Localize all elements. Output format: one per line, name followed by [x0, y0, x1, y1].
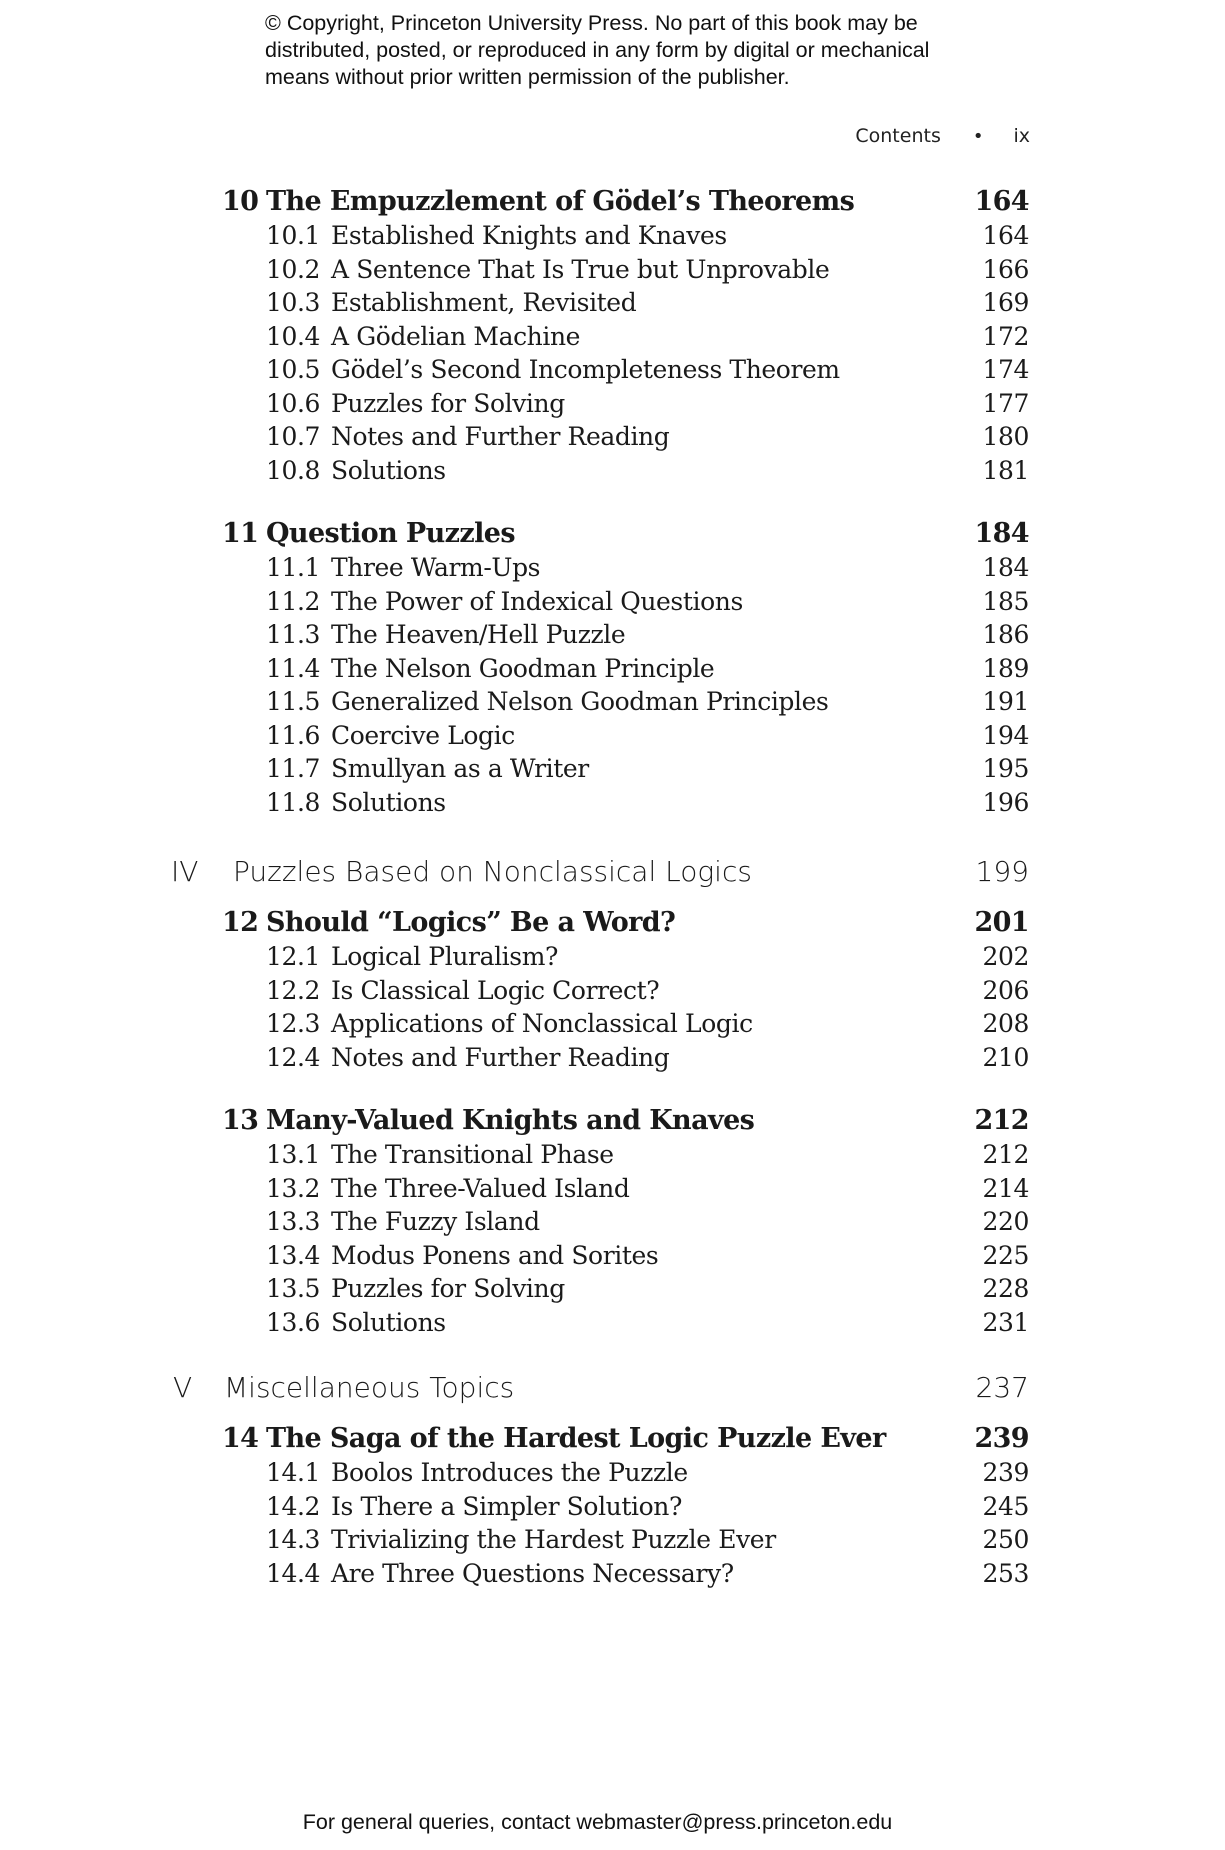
- chapter-heading: [0, 907, 1225, 942]
- running-head-page: ix: [1013, 125, 1030, 147]
- section-number: 12.2: [266, 975, 321, 1005]
- section-page: 181: [982, 455, 1029, 485]
- section-entry: [0, 422, 1225, 456]
- section-entry: [0, 976, 1225, 1010]
- section-page: 253: [982, 1558, 1029, 1588]
- section-title: The Nelson Goodman Principle: [331, 653, 715, 683]
- section-page: 191: [982, 687, 1029, 716]
- section-title: Logical Pluralism?: [331, 942, 559, 971]
- section-title: Generalized Nelson Goodman Principles: [331, 687, 829, 716]
- section-page: 212: [982, 1140, 1029, 1169]
- section-title: Smullyan as a Writer: [331, 754, 589, 783]
- section-number: 13.5: [266, 1274, 321, 1303]
- chapter-page: 239: [974, 1423, 1029, 1454]
- section-number: 10.4: [266, 321, 321, 351]
- section-entry: [0, 721, 1225, 755]
- section-page: 250: [982, 1525, 1029, 1554]
- section-page: 189: [982, 653, 1029, 683]
- footer-contact: For general queries, contact webmaster@press.princeton.edu: [302, 1810, 893, 1834]
- section-number: 12.3: [266, 1009, 321, 1038]
- chapter-number: 14: [222, 1423, 259, 1454]
- section-title: The Transitional Phase: [331, 1140, 614, 1169]
- chapter-heading: [0, 518, 1225, 553]
- section-title: Trivializing the Hardest Puzzle Ever: [331, 1525, 776, 1554]
- section-entry: [0, 587, 1225, 621]
- section-title: Gödel’s Second Incompleteness Theorem: [331, 355, 840, 384]
- part-number: V: [173, 1371, 193, 1404]
- running-head-bullet: •: [972, 125, 984, 147]
- section-page: 177: [982, 388, 1029, 418]
- part-page: 199: [975, 855, 1029, 888]
- section-number: 14.2: [266, 1491, 321, 1521]
- section-title: Solutions: [331, 1307, 446, 1337]
- section-entry: [0, 1009, 1225, 1043]
- chapter-page: 201: [974, 907, 1029, 938]
- section-title: Is Classical Logic Correct?: [331, 975, 660, 1005]
- chapter-number: 11: [222, 518, 259, 549]
- section-entry: [0, 687, 1225, 721]
- section-number: 10.2: [266, 254, 321, 284]
- section-number: 14.4: [266, 1558, 321, 1588]
- part-heading-v: [0, 1367, 1225, 1411]
- section-entry: [0, 1241, 1225, 1275]
- section-entry: [0, 355, 1225, 389]
- section-page: 220: [982, 1207, 1029, 1236]
- section-page: 194: [982, 720, 1029, 750]
- chapter-heading: [0, 1423, 1225, 1458]
- running-head: [855, 125, 1030, 147]
- section-page: 195: [982, 754, 1029, 783]
- toc-chapter: [0, 518, 1225, 821]
- section-page: 208: [982, 1009, 1029, 1038]
- chapter-number: 10: [222, 186, 259, 217]
- section-entry: [0, 788, 1225, 822]
- section-number: 11.2: [266, 586, 321, 616]
- toc-chapter: [0, 1105, 1225, 1341]
- section-title: Applications of Nonclassical Logic: [331, 1009, 753, 1038]
- section-page: 166: [982, 254, 1029, 284]
- section-number: 14.1: [266, 1458, 321, 1487]
- part-page: 237: [975, 1371, 1029, 1404]
- section-number: 13.4: [266, 1240, 321, 1270]
- section-entry: [0, 1559, 1225, 1593]
- section-number: 12.4: [266, 1042, 321, 1072]
- chapter-title: Question Puzzles: [266, 518, 515, 549]
- section-number: 11.4: [266, 653, 321, 683]
- section-title: Are Three Questions Necessary?: [331, 1558, 734, 1588]
- section-entry: [0, 1274, 1225, 1308]
- section-entry: [0, 1525, 1225, 1559]
- chapter-group: [0, 186, 1225, 821]
- section-page: 245: [982, 1491, 1029, 1521]
- section-title: Solutions: [331, 455, 446, 485]
- copyright-notice: [265, 10, 1025, 91]
- chapter-heading: [0, 186, 1225, 221]
- section-entry: [0, 288, 1225, 322]
- chapter-page: 164: [974, 186, 1029, 217]
- chapter-page: 212: [974, 1105, 1029, 1136]
- section-entry: [0, 322, 1225, 356]
- section-number: 13.6: [266, 1307, 321, 1337]
- section-entry: [0, 553, 1225, 587]
- section-page: 174: [982, 355, 1029, 384]
- copyright-line: distributed, posted, or reproduced in any form by digital or mechanical: [265, 38, 930, 62]
- section-title: The Power of Indexical Questions: [331, 586, 743, 616]
- section-page: 185: [982, 586, 1029, 616]
- section-page: 169: [982, 288, 1029, 317]
- section-entry: [0, 389, 1225, 423]
- section-number: 11.5: [266, 687, 321, 716]
- toc-chapter: [0, 1423, 1225, 1592]
- section-number: 10.5: [266, 355, 321, 384]
- section-title: Modus Ponens and Sorites: [331, 1240, 659, 1270]
- section-entry: [0, 620, 1225, 654]
- toc-chapter: [0, 907, 1225, 1076]
- chapter-group: [0, 1423, 1225, 1592]
- section-page: 184: [982, 553, 1029, 582]
- section-entry: [0, 1492, 1225, 1526]
- section-number: 11.1: [266, 553, 321, 582]
- section-number: 11.7: [266, 754, 321, 783]
- section-title: Three Warm-Ups: [331, 553, 541, 582]
- section-page: 172: [982, 321, 1029, 351]
- part-title: Puzzles Based on Nonclassical Logics: [233, 855, 752, 888]
- section-title: Boolos Introduces the Puzzle: [331, 1458, 688, 1487]
- part-heading-iv: [0, 851, 1225, 895]
- section-page: 202: [982, 942, 1029, 971]
- section-number: 13.1: [266, 1140, 321, 1169]
- section-number: 11.8: [266, 787, 321, 817]
- section-title: Coercive Logic: [331, 720, 515, 750]
- section-number: 10.1: [266, 221, 321, 250]
- chapter-title: The Saga of the Hardest Logic Puzzle Ever: [266, 1423, 886, 1454]
- chapter-heading: [0, 1105, 1225, 1140]
- section-entry: [0, 654, 1225, 688]
- chapter-title: The Empuzzlement of Gödel’s Theorems: [266, 186, 855, 217]
- toc-chapter: [0, 186, 1225, 489]
- section-entry: [0, 1174, 1225, 1208]
- chapter-title: Should “Logics” Be a Word?: [266, 907, 676, 938]
- section-number: 10.3: [266, 288, 321, 317]
- section-title: Puzzles for Solving: [331, 388, 565, 418]
- section-entry: [0, 1458, 1225, 1492]
- copyright-line: means without prior written permission of the publisher.: [265, 65, 790, 89]
- section-page: 225: [982, 1240, 1029, 1270]
- section-title: The Three-Valued Island: [331, 1173, 630, 1203]
- section-number: 11.3: [266, 620, 321, 649]
- section-title: Puzzles for Solving: [331, 1274, 565, 1303]
- section-entry: [0, 221, 1225, 255]
- section-number: 10.6: [266, 388, 321, 418]
- part-number: IV: [171, 855, 199, 888]
- part-title: Miscellaneous Topics: [224, 1371, 515, 1404]
- section-page: 231: [982, 1307, 1029, 1337]
- section-number: 14.3: [266, 1525, 321, 1554]
- section-title: The Heaven/Hell Puzzle: [331, 620, 626, 649]
- section-title: A Sentence That Is True but Unprovable: [331, 254, 830, 284]
- section-number: 13.3: [266, 1207, 321, 1236]
- section-page: 196: [982, 787, 1029, 817]
- section-number: 13.2: [266, 1173, 321, 1203]
- section-entry: [0, 1207, 1225, 1241]
- section-title: Notes and Further Reading: [331, 1042, 670, 1072]
- section-number: 10.8: [266, 455, 321, 485]
- section-number: 12.1: [266, 942, 321, 971]
- section-number: 11.6: [266, 720, 321, 750]
- section-page: 210: [982, 1042, 1029, 1072]
- section-page: 164: [982, 221, 1029, 250]
- section-entry: [0, 1140, 1225, 1174]
- section-title: A Gödelian Machine: [331, 321, 581, 351]
- chapter-group: [0, 907, 1225, 1341]
- running-head-title: Contents: [855, 125, 941, 147]
- section-title: Establishment, Revisited: [331, 288, 637, 317]
- section-entry: [0, 942, 1225, 976]
- section-page: 228: [982, 1274, 1029, 1303]
- chapter-number: 13: [222, 1105, 259, 1136]
- chapter-page: 184: [974, 518, 1029, 549]
- section-page: 180: [982, 422, 1029, 451]
- section-title: Is There a Simpler Solution?: [331, 1491, 682, 1521]
- section-number: 10.7: [266, 422, 321, 451]
- section-title: The Fuzzy Island: [331, 1207, 540, 1236]
- section-entry: [0, 1043, 1225, 1077]
- section-title: Solutions: [331, 787, 446, 817]
- section-entry: [0, 456, 1225, 490]
- section-title: Notes and Further Reading: [331, 422, 670, 451]
- section-entry: [0, 754, 1225, 788]
- section-title: Established Knights and Knaves: [331, 221, 727, 250]
- section-page: 214: [982, 1173, 1029, 1203]
- section-entry: [0, 255, 1225, 289]
- copyright-line: © Copyright, Princeton University Press. No part of this book may be: [265, 11, 918, 35]
- section-page: 239: [982, 1458, 1029, 1487]
- chapter-title: Many-Valued Knights and Knaves: [266, 1105, 755, 1136]
- table-of-contents: [0, 186, 1225, 1592]
- section-page: 206: [982, 975, 1029, 1005]
- chapter-number: 12: [222, 907, 259, 938]
- section-entry: [0, 1308, 1225, 1342]
- section-page: 186: [982, 620, 1029, 649]
